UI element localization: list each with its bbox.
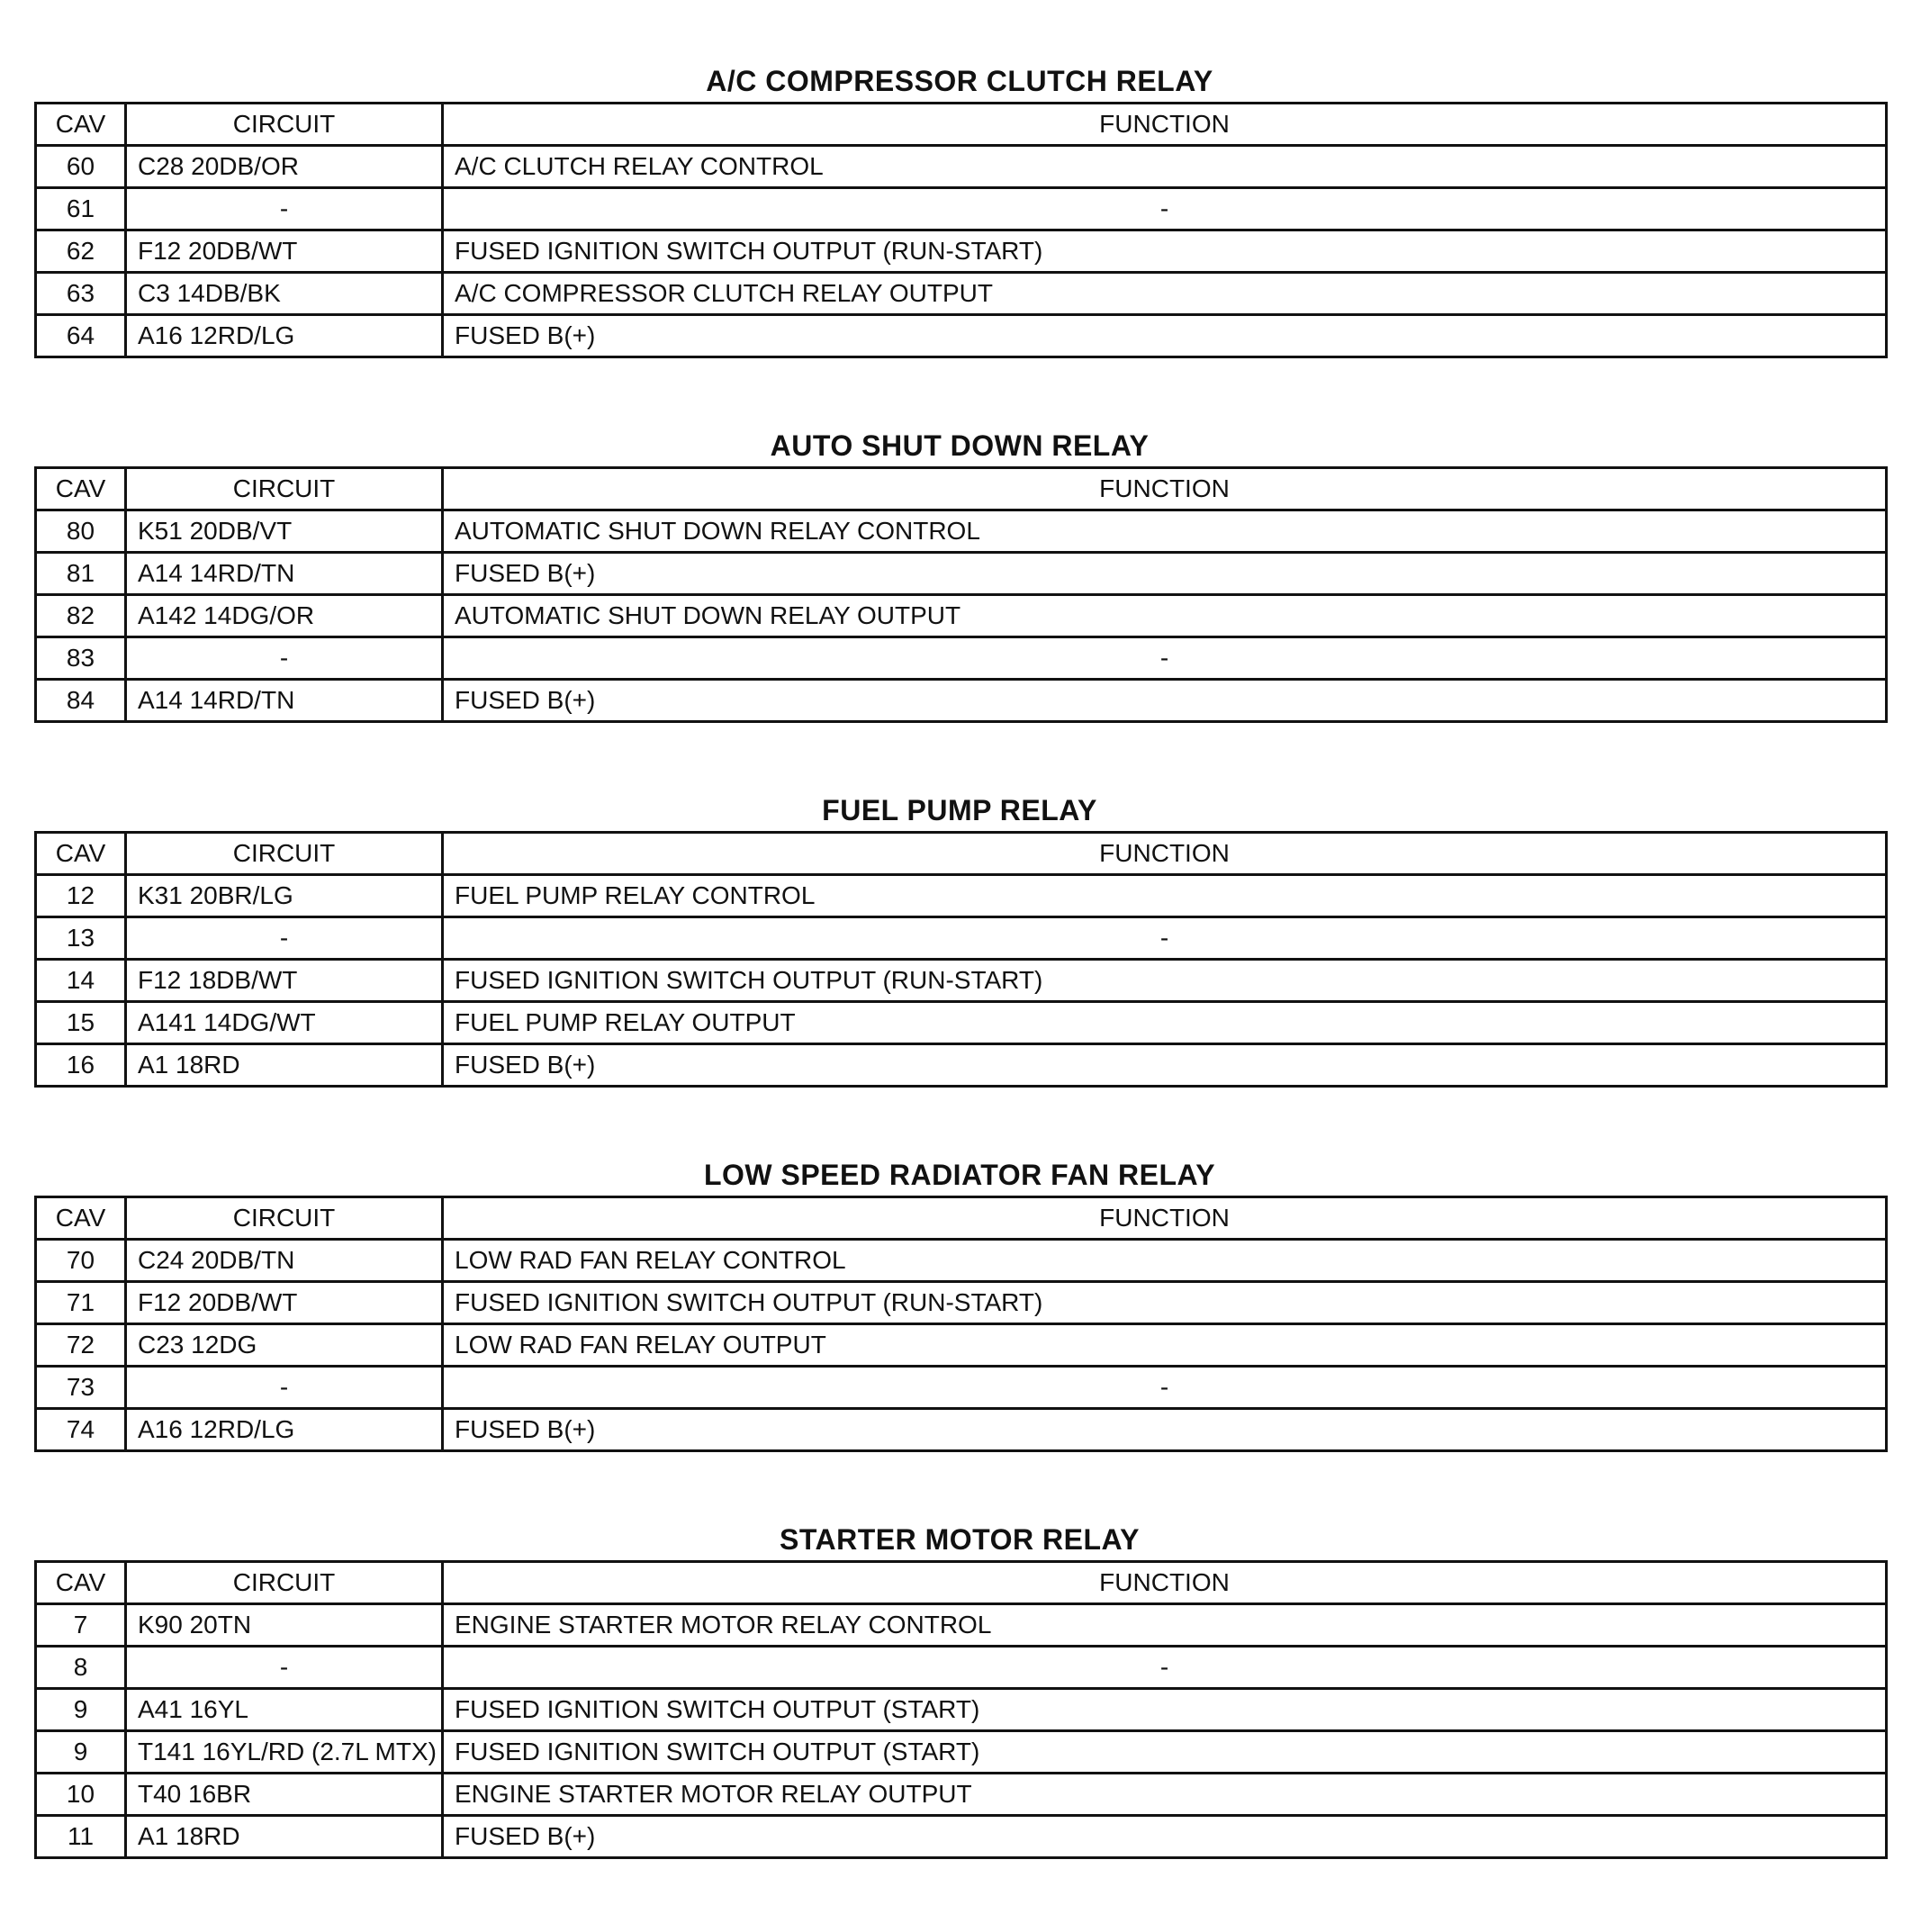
- cell-cav: 71: [36, 1282, 126, 1324]
- cell-circuit: F12 20DB/WT: [126, 1282, 443, 1324]
- header-function: FUNCTION: [443, 833, 1887, 875]
- header-circuit: CIRCUIT: [126, 833, 443, 875]
- section-title: A/C COMPRESSOR CLUTCH RELAY: [706, 65, 1213, 97]
- cell-function: -: [443, 917, 1887, 960]
- table-row: [36, 1689, 1887, 1731]
- cell-cav: 16: [36, 1044, 126, 1087]
- cell-circuit: A1 18RD: [126, 1044, 443, 1087]
- cell-function: AUTOMATIC SHUT DOWN RELAY OUTPUT: [443, 595, 1887, 637]
- table-row: [36, 1367, 1887, 1409]
- cell-circuit: A16 12RD/LG: [126, 315, 443, 357]
- header-cav: CAV: [36, 1562, 126, 1604]
- cell-function: FUSED B(+): [443, 553, 1887, 595]
- table-row: [36, 146, 1887, 188]
- table-row: [36, 315, 1887, 357]
- cell-function: FUSED IGNITION SWITCH OUTPUT (START): [443, 1689, 1887, 1731]
- cell-function: FUEL PUMP RELAY OUTPUT: [443, 1002, 1887, 1044]
- cell-circuit: A14 14RD/TN: [126, 680, 443, 722]
- cell-circuit: K31 20BR/LG: [126, 875, 443, 917]
- table-row: [36, 230, 1887, 273]
- cell-cav: 82: [36, 595, 126, 637]
- table-row: [36, 510, 1887, 553]
- cell-function: -: [443, 1647, 1887, 1689]
- header-cav: CAV: [36, 1197, 126, 1240]
- table-row: [36, 1409, 1887, 1451]
- table-header-row: [36, 468, 1887, 510]
- cell-cav: 61: [36, 188, 126, 230]
- table-row: [36, 1002, 1887, 1044]
- table-row: [36, 1044, 1887, 1087]
- header-circuit: CIRCUIT: [126, 1197, 443, 1240]
- table-row: [36, 875, 1887, 917]
- cell-function: FUSED B(+): [443, 680, 1887, 722]
- table-header-row: [36, 1562, 1887, 1604]
- header-circuit: CIRCUIT: [126, 1562, 443, 1604]
- header-circuit: CIRCUIT: [126, 104, 443, 146]
- cell-function: -: [443, 1367, 1887, 1409]
- header-function: FUNCTION: [443, 468, 1887, 510]
- header-cav: CAV: [36, 833, 126, 875]
- cell-function: LOW RAD FAN RELAY OUTPUT: [443, 1324, 1887, 1367]
- cell-circuit: K51 20DB/VT: [126, 510, 443, 553]
- cell-cav: 81: [36, 553, 126, 595]
- cell-circuit: -: [126, 917, 443, 960]
- cell-circuit: F12 20DB/WT: [126, 230, 443, 273]
- table-row: [36, 1774, 1887, 1816]
- cell-circuit: -: [126, 637, 443, 680]
- cell-circuit: T141 16YL/RD (2.7L MTX): [126, 1731, 443, 1774]
- relay-section-fuel-pump: [34, 792, 1885, 1088]
- table-row: [36, 1324, 1887, 1367]
- table-row: [36, 1647, 1887, 1689]
- section-title: AUTO SHUT DOWN RELAY: [770, 429, 1150, 462]
- table-row: [36, 1604, 1887, 1647]
- cell-function: LOW RAD FAN RELAY CONTROL: [443, 1240, 1887, 1282]
- cell-circuit: C28 20DB/OR: [126, 146, 443, 188]
- header-cav: CAV: [36, 468, 126, 510]
- cell-circuit: A16 12RD/LG: [126, 1409, 443, 1451]
- table-row: [36, 1282, 1887, 1324]
- cell-function: FUEL PUMP RELAY CONTROL: [443, 875, 1887, 917]
- cell-function: AUTOMATIC SHUT DOWN RELAY CONTROL: [443, 510, 1887, 553]
- header-function: FUNCTION: [443, 1562, 1887, 1604]
- cell-cav: 12: [36, 875, 126, 917]
- cell-circuit: C23 12DG: [126, 1324, 443, 1367]
- cell-cav: 9: [36, 1731, 126, 1774]
- cell-circuit: -: [126, 1367, 443, 1409]
- table-row: [36, 1816, 1887, 1858]
- pin-table: [34, 102, 1888, 358]
- cell-cav: 13: [36, 917, 126, 960]
- header-function: FUNCTION: [443, 104, 1887, 146]
- table-header-row: [36, 833, 1887, 875]
- cell-circuit: T40 16BR: [126, 1774, 443, 1816]
- relay-section-ac-compressor-clutch: [34, 63, 1885, 358]
- cell-circuit: K90 20TN: [126, 1604, 443, 1647]
- cell-cav: 64: [36, 315, 126, 357]
- cell-function: FUSED IGNITION SWITCH OUTPUT (START): [443, 1731, 1887, 1774]
- section-title: STARTER MOTOR RELAY: [779, 1523, 1141, 1556]
- table-row: [36, 917, 1887, 960]
- pin-table: [34, 466, 1888, 723]
- cell-function: FUSED IGNITION SWITCH OUTPUT (RUN-START): [443, 230, 1887, 273]
- cell-circuit: A141 14DG/WT: [126, 1002, 443, 1044]
- pin-table: [34, 831, 1888, 1088]
- table-row: [36, 680, 1887, 722]
- cell-cav: 62: [36, 230, 126, 273]
- cell-cav: 74: [36, 1409, 126, 1451]
- cell-cav: 11: [36, 1816, 126, 1858]
- table-row: [36, 553, 1887, 595]
- cell-circuit: F12 18DB/WT: [126, 960, 443, 1002]
- cell-function: A/C COMPRESSOR CLUTCH RELAY OUTPUT: [443, 273, 1887, 315]
- cell-circuit: A142 14DG/OR: [126, 595, 443, 637]
- cell-circuit: A14 14RD/TN: [126, 553, 443, 595]
- relay-section-low-speed-radiator-fan: [34, 1157, 1885, 1452]
- cell-cav: 72: [36, 1324, 126, 1367]
- cell-cav: 14: [36, 960, 126, 1002]
- cell-function: FUSED B(+): [443, 1044, 1887, 1087]
- cell-circuit: C3 14DB/BK: [126, 273, 443, 315]
- cell-cav: 73: [36, 1367, 126, 1409]
- cell-circuit: A41 16YL: [126, 1689, 443, 1731]
- cell-circuit: -: [126, 188, 443, 230]
- header-cav: CAV: [36, 104, 126, 146]
- cell-cav: 8: [36, 1647, 126, 1689]
- cell-cav: 80: [36, 510, 126, 553]
- cell-function: FUSED IGNITION SWITCH OUTPUT (RUN-START): [443, 1282, 1887, 1324]
- table-header-row: [36, 104, 1887, 146]
- cell-function: -: [443, 637, 1887, 680]
- table-row: [36, 1731, 1887, 1774]
- cell-cav: 84: [36, 680, 126, 722]
- table-row: [36, 188, 1887, 230]
- cell-cav: 63: [36, 273, 126, 315]
- pin-table: [34, 1560, 1888, 1859]
- table-row: [36, 1240, 1887, 1282]
- cell-function: ENGINE STARTER MOTOR RELAY OUTPUT: [443, 1774, 1887, 1816]
- header-circuit: CIRCUIT: [126, 468, 443, 510]
- cell-function: FUSED IGNITION SWITCH OUTPUT (RUN-START): [443, 960, 1887, 1002]
- cell-cav: 9: [36, 1689, 126, 1731]
- cell-cav: 70: [36, 1240, 126, 1282]
- cell-circuit: C24 20DB/TN: [126, 1240, 443, 1282]
- cell-cav: 15: [36, 1002, 126, 1044]
- cell-cav: 10: [36, 1774, 126, 1816]
- table-row: [36, 595, 1887, 637]
- cell-function: -: [443, 188, 1887, 230]
- section-title: FUEL PUMP RELAY: [822, 794, 1097, 826]
- relay-section-auto-shut-down: [34, 428, 1885, 723]
- relay-section-starter-motor: [34, 1521, 1885, 1859]
- header-function: FUNCTION: [443, 1197, 1887, 1240]
- cell-function: FUSED B(+): [443, 1409, 1887, 1451]
- table-row: [36, 960, 1887, 1002]
- cell-circuit: -: [126, 1647, 443, 1689]
- cell-function: ENGINE STARTER MOTOR RELAY CONTROL: [443, 1604, 1887, 1647]
- table-header-row: [36, 1197, 1887, 1240]
- cell-circuit: A1 18RD: [126, 1816, 443, 1858]
- cell-function: FUSED B(+): [443, 1816, 1887, 1858]
- cell-cav: 7: [36, 1604, 126, 1647]
- cell-cav: 83: [36, 637, 126, 680]
- cell-function: FUSED B(+): [443, 315, 1887, 357]
- pin-table: [34, 1196, 1888, 1452]
- table-row: [36, 637, 1887, 680]
- table-row: [36, 273, 1887, 315]
- cell-cav: 60: [36, 146, 126, 188]
- cell-function: A/C CLUTCH RELAY CONTROL: [443, 146, 1887, 188]
- section-title: LOW SPEED RADIATOR FAN RELAY: [703, 1159, 1216, 1191]
